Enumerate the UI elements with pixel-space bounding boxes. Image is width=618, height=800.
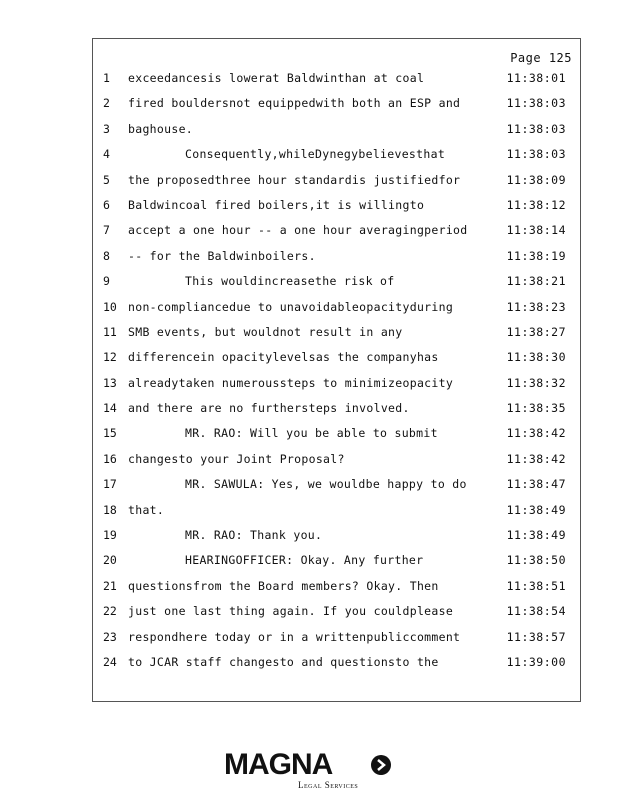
transcript-line: [93, 298, 580, 323]
line-number: 23: [103, 629, 117, 644]
line-text: baghouse.: [128, 121, 194, 136]
line-number: 8: [103, 248, 110, 263]
timestamp: 11:38:49: [506, 528, 566, 543]
line-number: 14: [103, 401, 117, 416]
line-number: 19: [103, 528, 117, 543]
transcript-line: [93, 272, 580, 297]
line-text: Baldwincoal fired boilers,it is willingto: [128, 197, 425, 212]
line-number: 7: [103, 223, 110, 238]
line-text: and there are no furthersteps involved.: [128, 401, 410, 416]
transcript-line: [93, 475, 580, 500]
arrow-circle-icon: [370, 754, 392, 776]
transcript-page: [92, 38, 581, 702]
line-number: 5: [103, 172, 110, 187]
timestamp: 11:38:32: [506, 375, 566, 390]
line-text: SMB events, but wouldnot result in any: [128, 324, 403, 339]
line-number: 17: [103, 477, 117, 492]
transcript-line: [93, 120, 580, 145]
line-text: non-compliancedue to unavoidableopacityduring: [128, 299, 454, 314]
timestamp: 11:38:09: [506, 172, 566, 187]
transcript-lines: [93, 69, 580, 678]
transcript-line: [93, 348, 580, 373]
line-text: HEARINGOFFICER: Okay. Any further: [185, 553, 424, 568]
line-text: MR. SAWULA: Yes, we wouldbe happy to do: [185, 477, 467, 492]
line-text: MR. RAO: Will you be able to submit: [185, 426, 438, 441]
line-text: just one last thing again. If you couldplease: [128, 604, 454, 619]
timestamp: 11:38:14: [506, 223, 566, 238]
line-number: 21: [103, 578, 117, 593]
line-text: changesto your Joint Proposal?: [128, 451, 345, 466]
timestamp: 11:38:27: [506, 324, 566, 339]
transcript-line: [93, 171, 580, 196]
line-number: 16: [103, 451, 117, 466]
transcript-line: [93, 551, 580, 576]
line-text: alreadytaken numeroussteps to minimizeopacity: [128, 375, 454, 390]
line-number: 18: [103, 502, 117, 517]
transcript-line: [93, 145, 580, 170]
line-text: -- for the Baldwinboilers.: [128, 248, 316, 263]
line-text: accept a one hour -- a one hour averagingperiod: [128, 223, 468, 238]
line-number: 6: [103, 197, 110, 212]
line-text: MR. RAO: Thank you.: [185, 528, 323, 543]
timestamp: 11:38:35: [506, 401, 566, 416]
transcript-line: [93, 526, 580, 551]
transcript-line: [93, 450, 580, 475]
transcript-line: [93, 323, 580, 348]
transcript-line: [93, 602, 580, 627]
line-text: respondhere today or in a writtenpubliccomment: [128, 629, 461, 644]
transcript-line: [93, 69, 580, 94]
page-number: Page 125: [510, 51, 572, 65]
line-text: the proposedthree hour standardis justifiedfor: [128, 172, 461, 187]
transcript-line: [93, 628, 580, 653]
line-number: 9: [103, 274, 110, 289]
line-number: 13: [103, 375, 117, 390]
transcript-line: [93, 196, 580, 221]
line-number: 24: [103, 654, 117, 669]
timestamp: 11:38:30: [506, 350, 566, 365]
timestamp: 11:38:23: [506, 299, 566, 314]
timestamp: 11:38:47: [506, 477, 566, 492]
transcript-line: [93, 399, 580, 424]
transcript-line: [93, 653, 580, 678]
line-number: 12: [103, 350, 117, 365]
line-number: 2: [103, 96, 110, 111]
line-number: 3: [103, 121, 110, 136]
transcript-line: [93, 247, 580, 272]
line-text: that.: [128, 502, 165, 517]
line-number: 20: [103, 553, 117, 568]
line-text: exceedancesis lowerat Baldwinthan at coal: [128, 71, 425, 85]
timestamp: 11:38:21: [506, 274, 566, 289]
timestamp: 11:38:51: [506, 578, 566, 593]
timestamp: 11:38:42: [506, 426, 566, 441]
timestamp: 11:38:03: [506, 147, 566, 162]
timestamp: 11:38:57: [506, 629, 566, 644]
line-text: This wouldincreasethe risk of: [185, 274, 395, 289]
line-text: fired bouldersnot equippedwith both an ESP and: [128, 96, 461, 111]
transcript-line: [93, 577, 580, 602]
line-text: Consequently,whileDynegybelievesthat: [185, 147, 446, 162]
line-text: questionsfrom the Board members? Okay. Then: [128, 578, 439, 593]
timestamp: 11:38:03: [506, 121, 566, 136]
timestamp: 11:38:19: [506, 248, 566, 263]
transcript-line: [93, 374, 580, 399]
line-number: 22: [103, 604, 117, 619]
line-number: 4: [103, 147, 110, 162]
line-number: 11: [103, 324, 117, 339]
timestamp: 11:38:54: [506, 604, 566, 619]
line-number: 10: [103, 299, 117, 314]
transcript-line: [93, 501, 580, 526]
line-number: 15: [103, 426, 117, 441]
magna-logo: [224, 748, 394, 792]
line-text: to JCAR staff changesto and questionsto the: [128, 654, 439, 669]
timestamp: 11:38:42: [506, 451, 566, 466]
timestamp: 11:38:49: [506, 502, 566, 517]
logo-subtitle: Legal Services: [298, 780, 359, 790]
timestamp: 11:39:00: [506, 654, 566, 669]
timestamp: 11:38:50: [506, 553, 566, 568]
line-text: differencein opacitylevelsas the companyhas: [128, 350, 439, 365]
transcript-line: [93, 221, 580, 246]
transcript-line: [93, 94, 580, 119]
transcript-line: [93, 424, 580, 449]
timestamp: 11:38:03: [506, 96, 566, 111]
timestamp: 11:38:01: [506, 71, 566, 85]
logo-wordmark: MAGNA: [224, 748, 333, 781]
timestamp: 11:38:12: [506, 197, 566, 212]
line-number: 1: [103, 71, 110, 85]
